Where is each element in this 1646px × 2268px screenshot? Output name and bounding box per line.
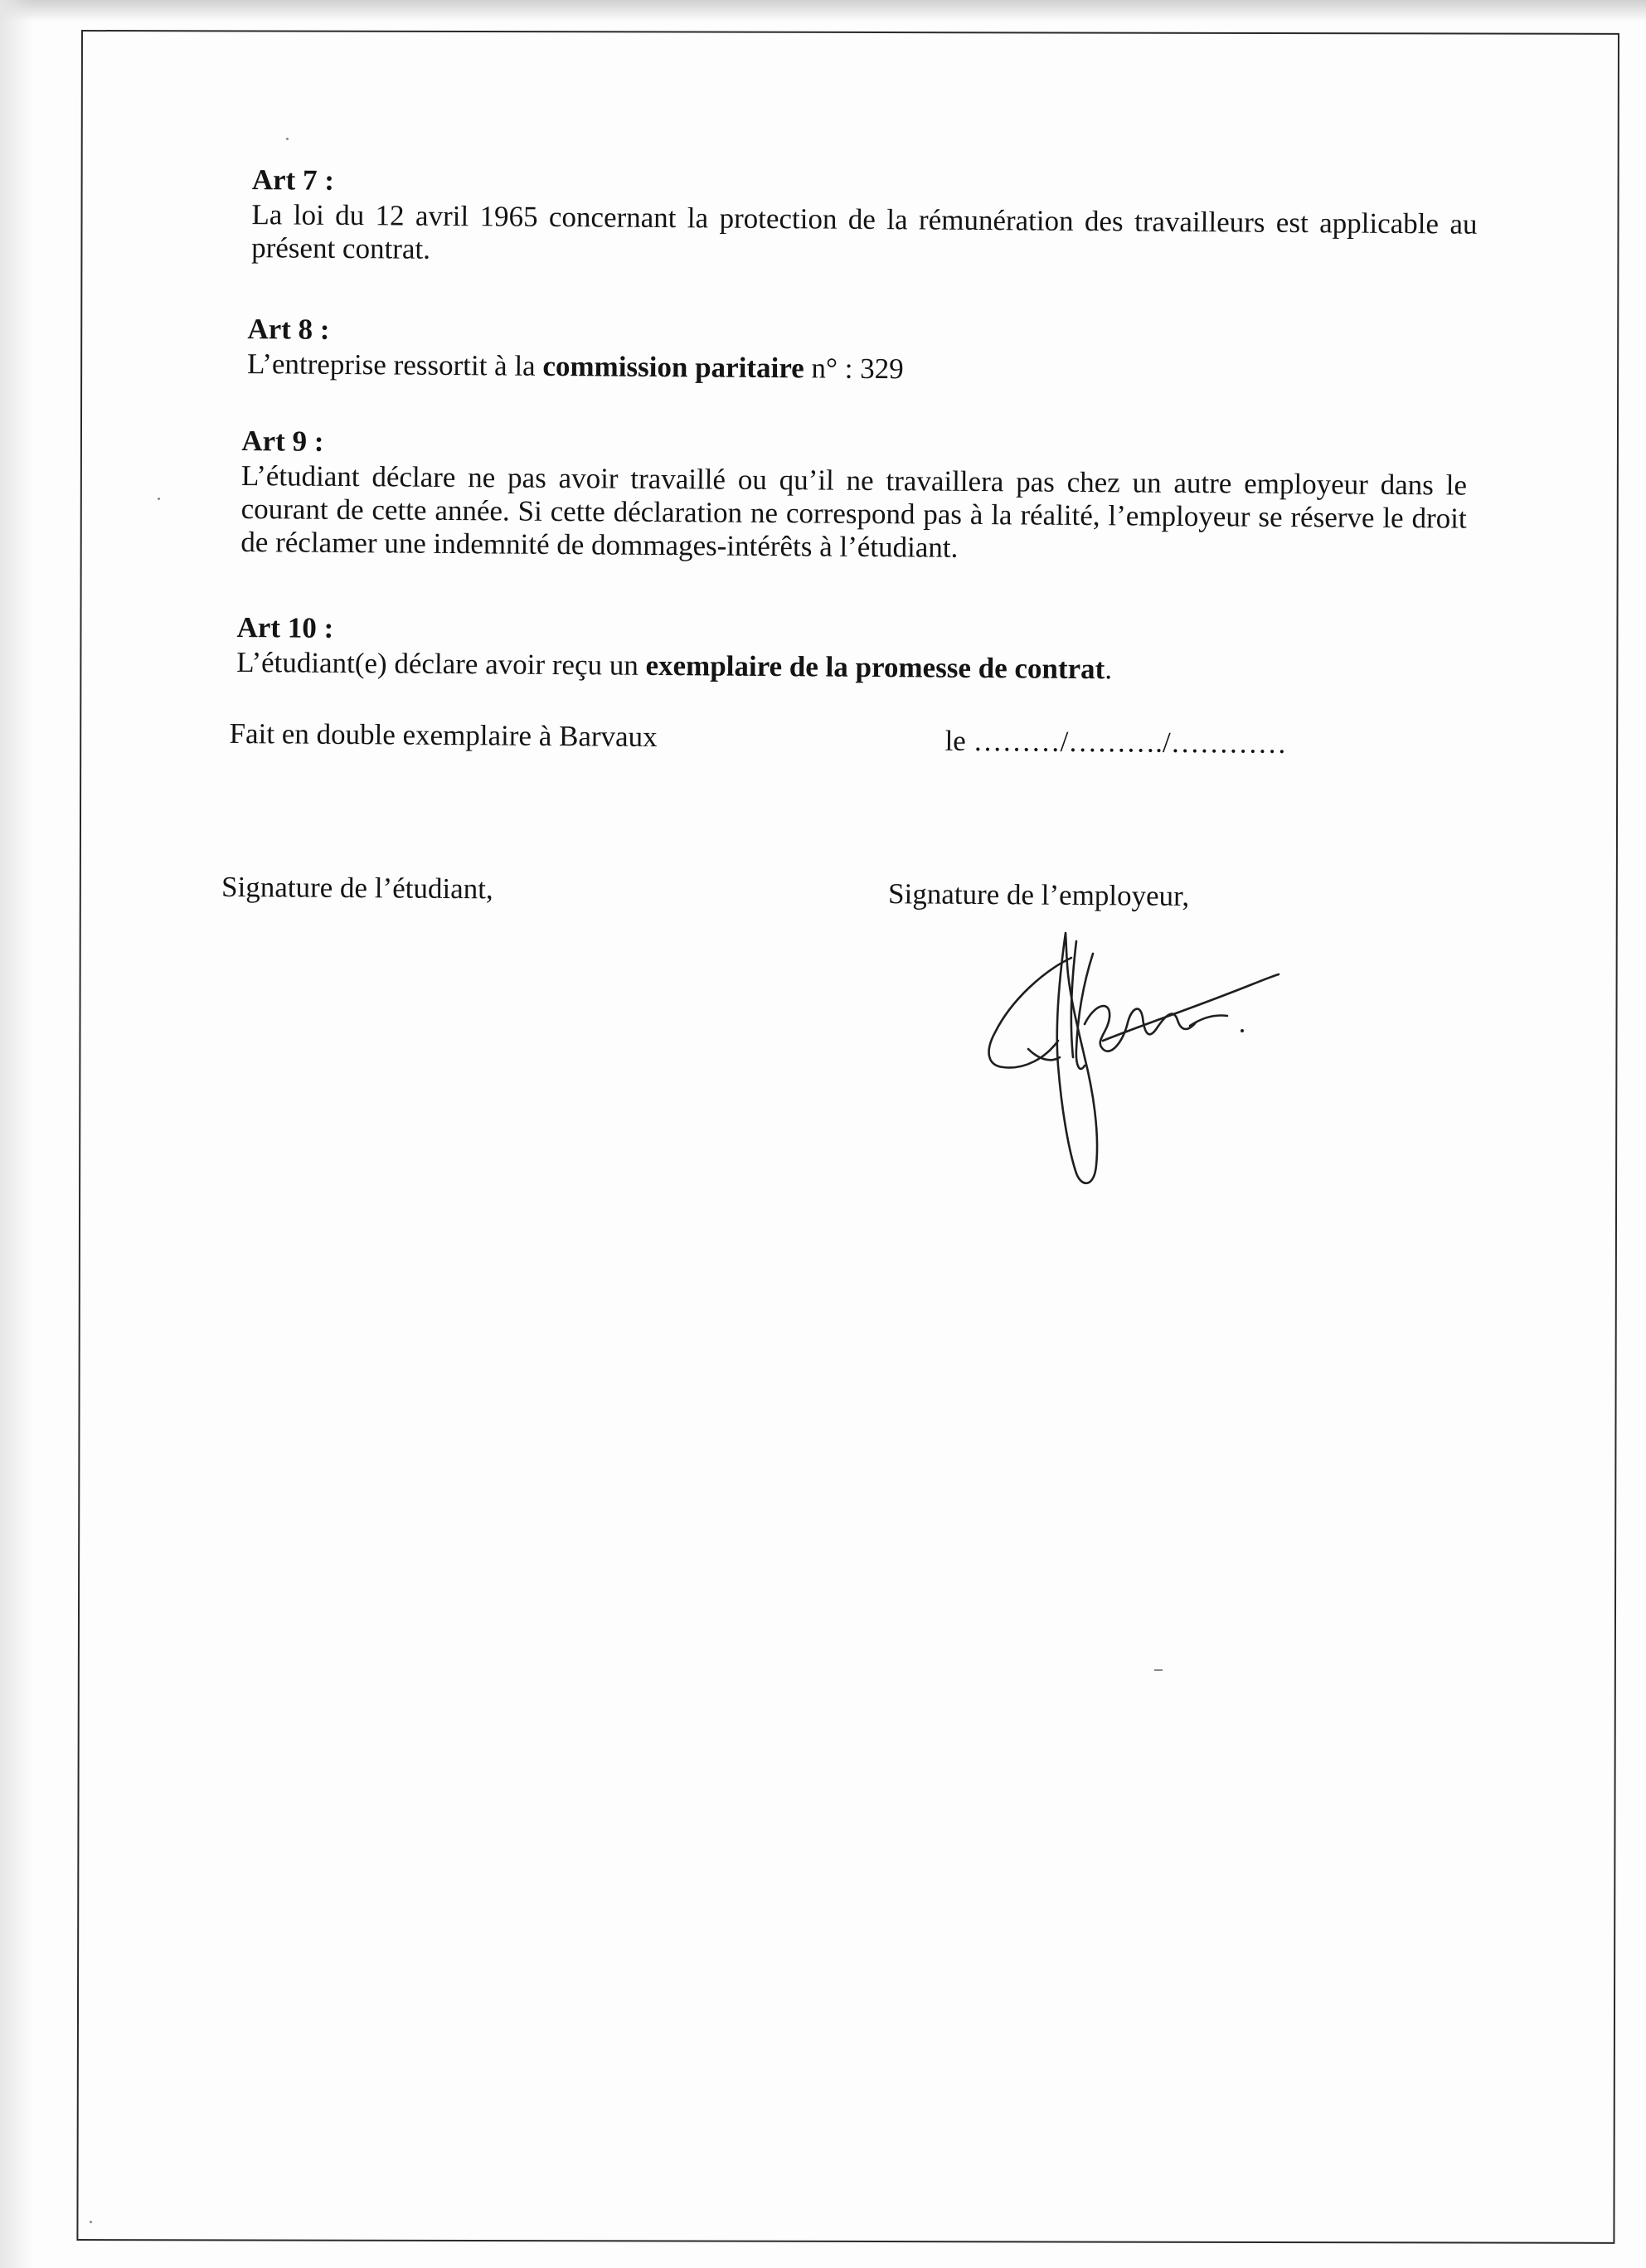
- article-body: [251, 198, 1478, 274]
- employer-signature-label: Signature de l’employeur,: [887, 877, 1190, 913]
- article-10: [236, 609, 1463, 689]
- article-9: [240, 423, 1467, 569]
- article-heading: Art 7 :: [251, 163, 335, 197]
- article-8: [247, 311, 1474, 391]
- article-heading: Art 10 :: [236, 610, 334, 644]
- scan-speck: [158, 498, 160, 500]
- place-line: Fait en double exemplaire à Barvaux: [229, 716, 658, 753]
- article-heading: Art 9 :: [241, 425, 324, 458]
- article-text: n° : 329: [804, 352, 904, 386]
- article-text: L’étudiant déclare ne pas avoir travaillé ou qu’il ne travaillera pas chez un autre employeur dans le courant de cette année. Si cette déclaration ne correspond pas à la réalité, l’employeur se réserve le droit de réclamer une indemnité de dommages-intérêts à l’étudiant.: [240, 459, 1468, 564]
- scan-shadow-left: [0, 0, 33, 2268]
- article-text-bold: exemplaire de la promesse de contrat: [645, 648, 1105, 686]
- article-heading: Art 8 :: [247, 313, 330, 346]
- student-signature-label: Signature de l’étudiant,: [221, 870, 493, 906]
- article-text: La loi du 12 avril 1965 concernant la protection de la rémunération des travailleurs est applicable au présent contrat.: [251, 198, 1478, 265]
- article-text: L’étudiant(e) déclare avoir reçu un: [236, 645, 646, 682]
- article-text: L’entreprise ressortit à la: [246, 347, 543, 382]
- scan-shadow: [0, 0, 1646, 22]
- employer-signature-icon: [978, 925, 1285, 1190]
- scan-speck: [90, 2221, 92, 2223]
- article-text: .: [1105, 653, 1113, 686]
- article-7: [251, 162, 1478, 274]
- scan-speck: [286, 138, 289, 140]
- date-line: le ………/………./…………: [944, 724, 1287, 760]
- article-text-bold: commission paritaire: [542, 349, 804, 385]
- article-body: [240, 459, 1467, 569]
- scan-speck: [1154, 1669, 1163, 1671]
